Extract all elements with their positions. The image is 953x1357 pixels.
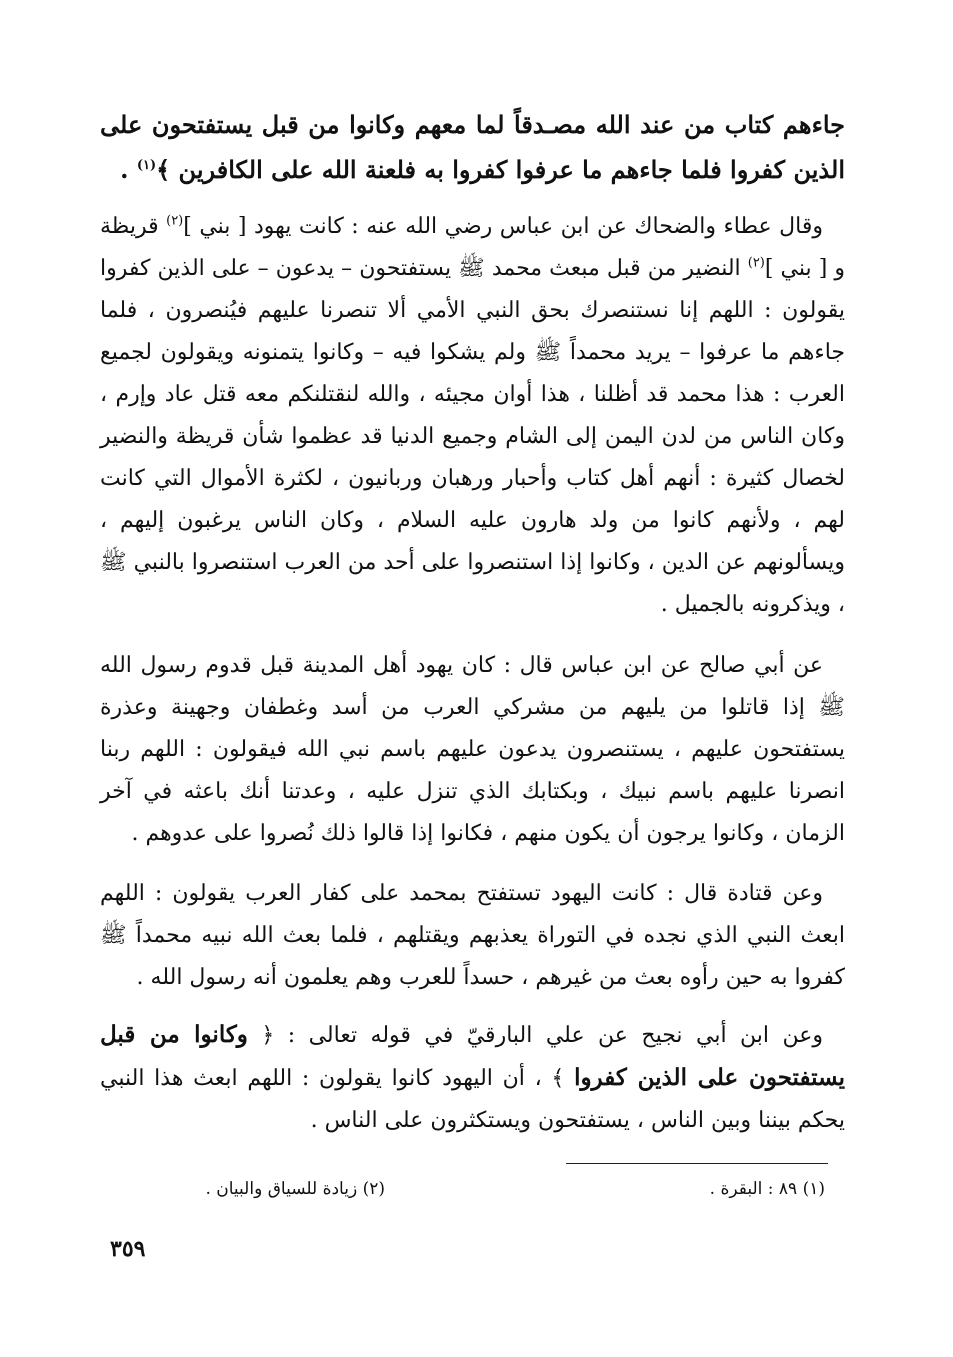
verse-end: .: [120, 155, 137, 184]
verse-quote-bold: وكانوا من قبل يستفتحون على الذين كفروا: [100, 1021, 845, 1091]
footnote-marker-2a: (٢): [166, 213, 184, 229]
footnote-divider: [566, 1163, 828, 1164]
footnote-marker-2b: (٢): [747, 255, 765, 271]
paragraph-ibn-abi-najih: [100, 1014, 845, 1142]
page-number: ٣٥٩: [110, 1236, 146, 1262]
paragraph-text: عن أبي صالح عن ابن عباس قال : كان يهود أهل المدينة قبل قدوم رسول الله ﷺ إذا قاتلوا من يليهم من مشركي العرب من أسد وغطفان وجهينة وعذرة يستفتحون عليهم ، يستنصرون يدعون عليهم باسم نبي الله فيقولون : اللهم ربنا انصرنا عليهم باسم نبيك ، وبكتابك الذي تنزل عليه ، وعدتنا أنك باعثه في آخر الزمان ، وكانوا يرجون أن يكون منهم ، فكانوا إذا قالوا ذلك نُصروا على عدوهم .: [100, 653, 845, 846]
paragraph-qatada: [100, 873, 845, 999]
paragraph-text: وعن قتادة قال : كانت اليهود تستفتح بمحمد على كفار العرب يقولون : اللهم ابعث النبي الذي نجده في التوراة يعذبهم ويقتلهم ، فلما بعث الله نبيه محمداً ﷺ كفروا به حين رأوه بعث من غيرهم ، حسداً للعرب وهم يعلمون أنه رسول الله .: [100, 881, 845, 990]
paragraph-tail: ﴾ ، أن اليهود كانوا يقولون : اللهم ابعث هذا النبي يحكم بيننا وبين الناس ، يستفتحون ويستكثرون على الناس .: [100, 1066, 845, 1133]
paragraph-text-part2: قريظة و [ بني ]: [100, 214, 845, 281]
footnote-1: (١) ٨٩ : البقرة .: [709, 1179, 825, 1199]
paragraph-ata-dahhak: [100, 206, 845, 626]
paragraph-text-part3: النضير من قبل مبعث محمد ﷺ يستفتحون – يدعون – على الذين كفروا يقولون : اللهم إنا نستنصرك بحق النبي الأمي ألا تنصرنا عليهم فيُنصرون ، فلما جاءهم ما عرفوا – يريد محمداً ﷺ ولم يشكوا فيه – وكانوا يتمنونه ويقولون لجميع العرب : هذا محمد قد أظلنا ، هذا أوان مجيئه ، والله لنقتلنكم معه قتل عاد وإرم ، وكان الناس من لدن اليمن إلى الشام وجميع الدنيا قد عظموا شأن قريظة والنضير لخصال كثيرة : أنهم أهل كتاب وأحبار ورهبان وربانيون ، لكثرة الأموال التي كانت لهم ، ولأنهم كانوا من ولد هارون عليه السلام ، وكان الناس يرغبون إليهم ، ويسألونهم عن الدين ، وكانوا إذا استنصروا على أحد من العرب استنصروا بالنبي ﷺ ، ويذكرونه بالجميل .: [100, 256, 845, 617]
footnote-2: (٢) زيادة للسياق والبيان .: [205, 1179, 385, 1199]
quranic-verse-paragraph: [100, 102, 845, 192]
paragraph-lead: وعن ابن أبي نجيح عن علي البارقيّ في قوله تعالى : ﴿: [247, 1023, 824, 1048]
paragraph-text-part1: وقال عطاء والضحاك عن ابن عباس رضي الله عنه : كانت يهود [ بني ]: [183, 214, 823, 239]
footnote-marker-1: (١): [136, 158, 157, 173]
paragraph-abu-salih: [100, 645, 845, 855]
verse-text: جاءهم كتاب من عند الله مصـدقاً لما معهم وكانوا من قبل يستفتحون على الذين كفروا فلما جاءهم ما عرفوا كفروا به فلعنة الله على الكافرين ﴾: [100, 110, 845, 184]
